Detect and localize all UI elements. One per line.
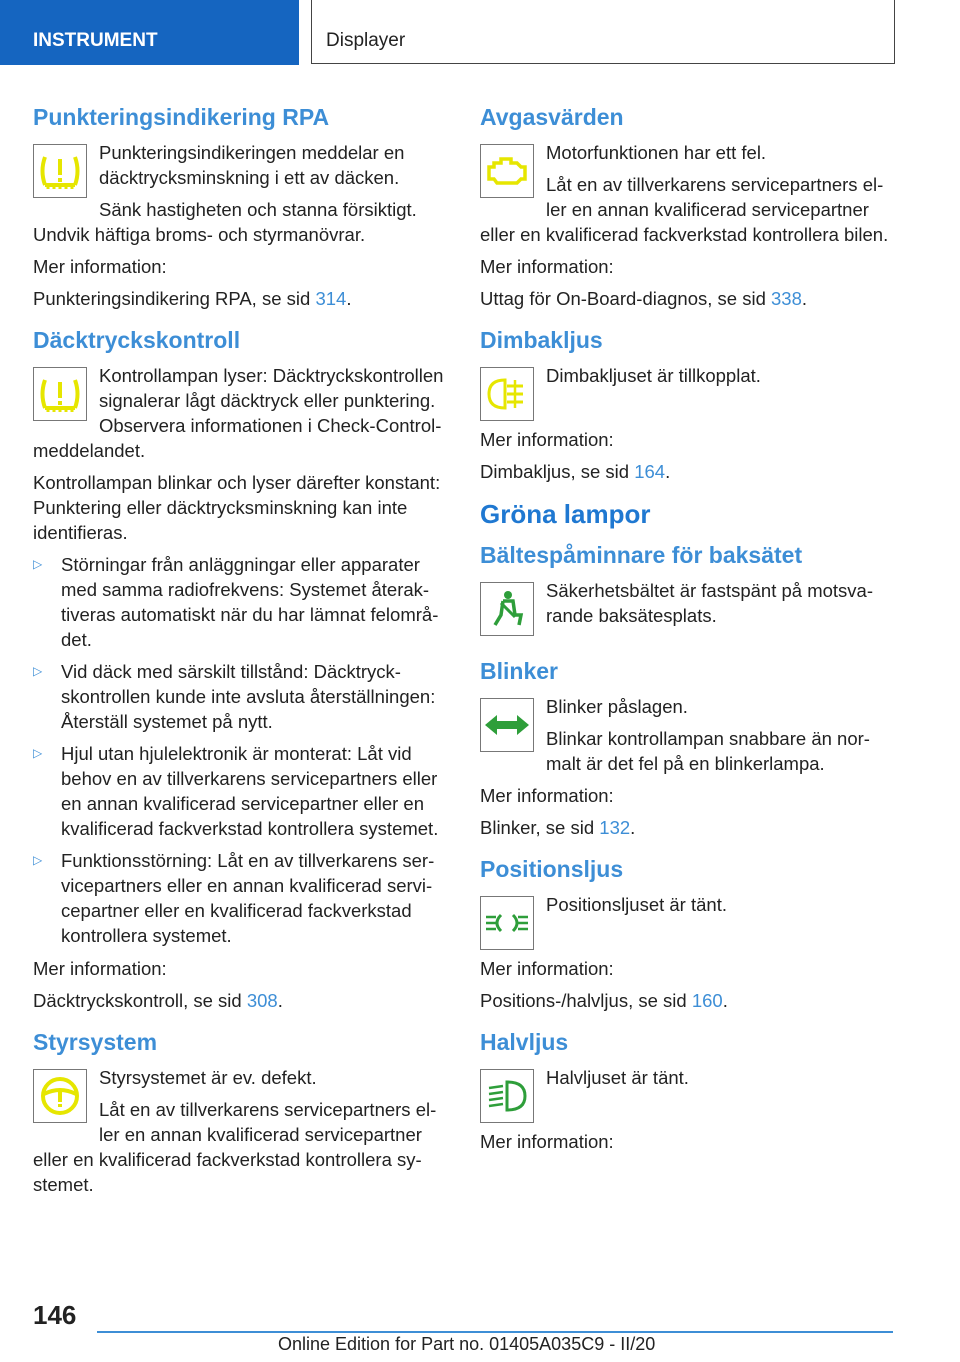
paragraph: Låt en av tillverkarens servicepartners eller en annan kvalificerad servicepartner eller en kvalificerad fackverkstad kontrollera systemet. xyxy=(33,1099,437,1195)
seatbelt-icon xyxy=(480,582,534,636)
section-blinker xyxy=(480,656,896,840)
section-dacktryck xyxy=(33,325,449,1013)
paragraph: Styrsystemet är ev. defekt. xyxy=(99,1067,317,1088)
list-item: ▷ Funktionsstörning: Låt en av tillverkarens servicepartners eller en annan kvalificerad servicepartner eller en kvalificerad fackverkstad kontrollera systemet. xyxy=(33,850,435,946)
paragraph: Positionsljuset är tänt. xyxy=(546,894,727,915)
reference: Punkteringsindikering RPA, se sid 314. xyxy=(33,288,352,309)
header-title-box xyxy=(311,0,895,64)
page-link[interactable]: 308 xyxy=(246,990,278,1011)
more-info-label: Mer information: xyxy=(480,785,614,806)
section-halvljus xyxy=(480,1027,896,1154)
section-heading: Blinker xyxy=(480,658,558,684)
list-item: ▷ Störningar från anläggningar eller apparater med samma radiofrekvens: Systemet återaktiveras automatiskt när du har lämnat felområdet. xyxy=(33,554,439,650)
header-section-tab xyxy=(0,0,299,65)
section-positionsljus xyxy=(480,854,896,1013)
paragraph: Punkteringsindikeringen meddelar en däcktrycksminskning i ett av däcken. xyxy=(99,142,405,188)
paragraph: Dimbakljuset är tillkopplat. xyxy=(546,365,761,386)
paragraph: Blinkar kontrollampan snabbare än normalt är det fel på en blinkerlampa. xyxy=(546,728,870,774)
triangle-bullet-icon: ▷ xyxy=(33,746,43,760)
bullet-list xyxy=(33,552,449,948)
section-avgas xyxy=(480,102,896,311)
reference-text: Punkteringsindikering RPA, se sid xyxy=(33,288,316,309)
paragraph: Kontrollampan blinkar och lyser därefter konstant: Punktering eller däcktrycksminskning kan inte identifieras. xyxy=(33,472,441,543)
more-info-label: Mer information: xyxy=(33,256,167,277)
paragraph: Låt en av tillverkarens servicepartners eller en annan kvalificerad servicepartner eller en kvalificerad fackverkstad kontrollera bilen. xyxy=(480,174,889,245)
turn-signal-icon xyxy=(480,698,534,752)
reference: Uttag för On-Board-diagnos, se sid 338. xyxy=(480,288,808,309)
low-beam-icon xyxy=(480,1069,534,1123)
reference: Blinker, se sid 132. xyxy=(480,817,636,838)
reference: Dimbakljus, se sid 164. xyxy=(480,461,671,482)
left-column xyxy=(33,102,449,1211)
paragraph: Motorfunktionen har ett fel. xyxy=(546,142,767,163)
section-heading: Dimbakljus xyxy=(480,327,603,353)
more-info-label: Mer information: xyxy=(480,429,614,450)
reference-text: Dimbakljus, se sid xyxy=(480,461,635,482)
section-heading: Halvljus xyxy=(480,1029,569,1055)
section-styrsystem xyxy=(33,1027,449,1197)
section-heading: Styrsystem xyxy=(33,1029,158,1055)
section-heading: Avgasvärden xyxy=(480,104,624,130)
section-baltespaminnare xyxy=(480,540,896,642)
footer-divider xyxy=(97,1331,893,1333)
reference-text: Positions-/halvljus, se sid xyxy=(480,990,692,1011)
more-info-label: Mer information: xyxy=(33,958,167,979)
page-link[interactable]: 164 xyxy=(634,461,666,482)
engine-icon xyxy=(480,144,534,198)
list-item: ▷ Hjul utan hjulelektronik är monterat: Låt vid behov en av tillverkarens servicepartners eller en annan kvalificerad servicepartner eller en kvalificerad fackverkstad kontrollera systemet. xyxy=(33,743,439,839)
page-link[interactable]: 132 xyxy=(599,817,631,838)
section-rpa xyxy=(33,102,449,311)
paragraph: Kontrollampan lyser: Däcktryckskontrollen signalerar lågt däcktryck eller punktering. Observera informationen i Check-Control-meddelandet. xyxy=(33,365,444,461)
right-column xyxy=(480,102,896,1168)
header-section-label: INSTRUMENT xyxy=(33,30,158,51)
reference: Positions-/halvljus, se sid 160. xyxy=(480,990,728,1011)
page-number: 146 xyxy=(33,1300,77,1330)
more-info-label: Mer information: xyxy=(480,1131,614,1152)
reference-text: Blinker, se sid xyxy=(480,817,600,838)
steering-warning-icon xyxy=(33,1069,87,1123)
footer-edition: Online Edition for Part no. 01405A035C9 - II/20 xyxy=(278,1334,656,1354)
page-link[interactable]: 160 xyxy=(691,990,723,1011)
section-heading: Positionsljus xyxy=(480,856,624,882)
section-heading: Bältespåminnare för baksätet xyxy=(480,542,803,568)
more-info-label: Mer information: xyxy=(480,256,614,277)
tire-warning-icon xyxy=(33,144,87,198)
section-heading: Däcktryckskontroll xyxy=(33,327,241,353)
list-item: ▷ Vid däck med särskilt tillstånd: Däcktryckskontrollen kunde inte avsluta återställningen: Återställ systemet på nytt. xyxy=(33,661,436,732)
paragraph: Blinker påslagen. xyxy=(546,696,688,717)
triangle-bullet-icon: ▷ xyxy=(33,853,43,867)
more-info-label: Mer information: xyxy=(480,958,614,979)
tire-pressure-icon xyxy=(33,367,87,421)
rear-fog-light-icon xyxy=(480,367,534,421)
header-title: Displayer xyxy=(326,30,406,51)
reference-text: Uttag för On-Board-diagnos, se sid xyxy=(480,288,772,309)
page-link[interactable]: 338 xyxy=(771,288,802,309)
reference: Däcktryckskontroll, se sid 308. xyxy=(33,990,283,1011)
group-title: Gröna lampor xyxy=(480,499,651,529)
section-dimbakljus xyxy=(480,325,896,484)
section-heading: Punkteringsindikering RPA xyxy=(33,104,330,130)
triangle-bullet-icon: ▷ xyxy=(33,664,43,678)
paragraph: Säkerhetsbältet är fastspänt på motsvarande baksätesplats. xyxy=(546,580,874,626)
paragraph: Halvljuset är tänt. xyxy=(546,1067,689,1088)
reference-text: Däcktryckskontroll, se sid xyxy=(33,990,247,1011)
paragraph: Sänk hastigheten och stanna försiktigt. Undvik häftiga broms- och styrmanövrar. xyxy=(33,199,417,245)
position-light-icon xyxy=(480,896,534,950)
page-link[interactable]: 314 xyxy=(315,288,347,309)
triangle-bullet-icon: ▷ xyxy=(33,557,43,571)
